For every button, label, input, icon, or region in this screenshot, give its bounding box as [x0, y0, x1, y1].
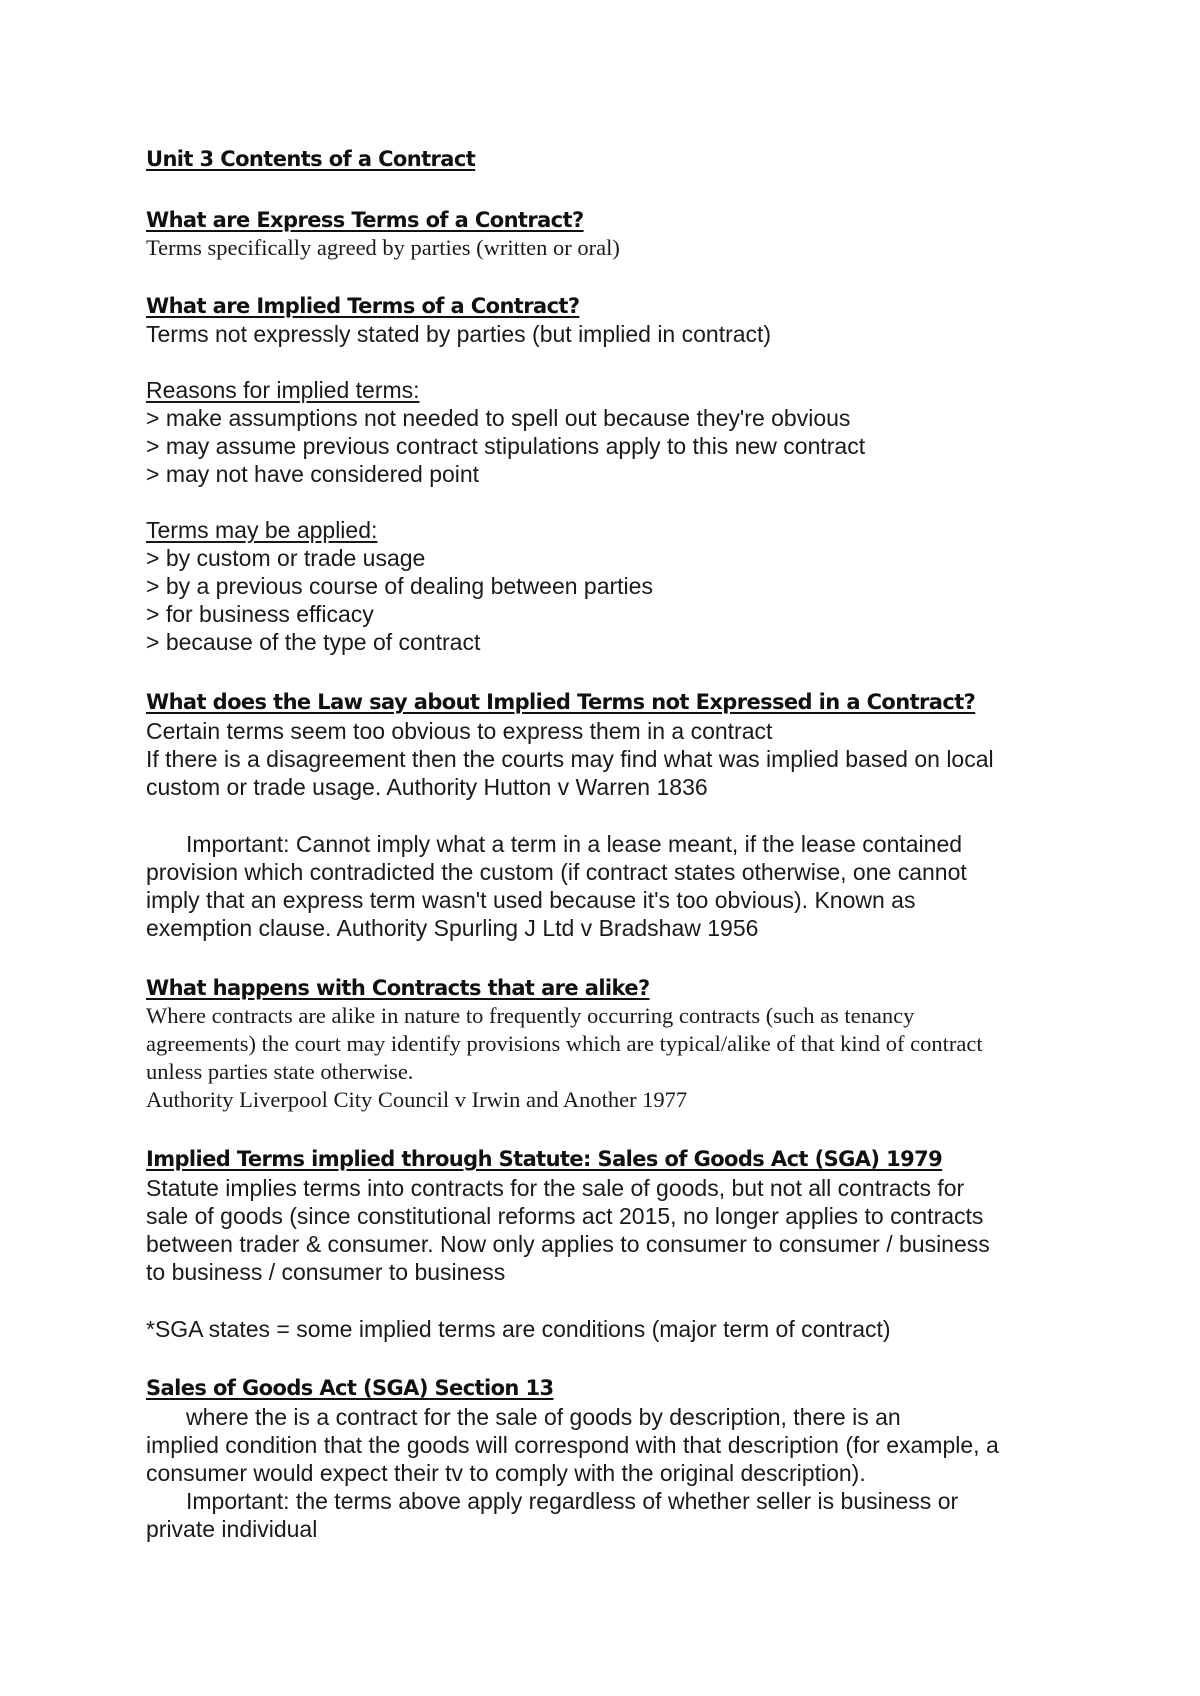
- heading-section-13: Sales of Goods Act (SGA) Section 13: [146, 1376, 554, 1400]
- law-text-line: Certain terms seem too obvious to express them in a contract: [146, 718, 773, 744]
- statute-text-line: to business / consumer to business: [146, 1259, 506, 1285]
- subheading-reasons: Reasons for implied terms:: [146, 377, 420, 403]
- section13-text-line: Important: the terms above apply regardless of whether seller is business or: [186, 1488, 959, 1514]
- law-important-line: Important: Cannot imply what a term in a lease meant, if the lease contained: [186, 831, 963, 857]
- reason-item: > may assume previous contract stipulations apply to this new contract: [146, 433, 866, 459]
- heading-statute: Implied Terms implied through Statute: Sales of Goods Act (SGA) 1979: [146, 1147, 943, 1171]
- law-important-line: imply that an express term wasn't used because it's too obvious). Known as: [146, 887, 916, 913]
- applied-item: > because of the type of contract: [146, 629, 481, 655]
- alike-text-line: unless parties state otherwise.: [146, 1059, 414, 1084]
- alike-text-line: Authority Liverpool City Council v Irwin and Another 1977: [146, 1087, 688, 1112]
- page-title: Unit 3 Contents of a Contract: [146, 147, 476, 171]
- heading-express-terms: What are Express Terms of a Contract?: [146, 208, 584, 232]
- sga-note: *SGA states = some implied terms are conditions (major term of contract): [146, 1316, 891, 1342]
- alike-text-line: agreements) the court may identify provisions which are typical/alike of that kind of contract: [146, 1031, 983, 1056]
- statute-text-line: between trader & consumer. Now only applies to consumer to consumer / business: [146, 1231, 990, 1257]
- implied-terms-text: Terms not expressly stated by parties (but implied in contract): [146, 321, 772, 347]
- reason-item: > may not have considered point: [146, 461, 480, 487]
- statute-text-line: sale of goods (since constitutional reforms act 2015, no longer applies to contracts: [146, 1203, 984, 1229]
- applied-item: > by custom or trade usage: [146, 545, 426, 571]
- subheading-terms-applied: Terms may be applied:: [146, 517, 378, 543]
- applied-item: > by a previous course of dealing between parties: [146, 573, 653, 599]
- statute-text-line: Statute implies terms into contracts for the sale of goods, but not all contracts for: [146, 1175, 965, 1201]
- alike-text-line: Where contracts are alike in nature to frequently occurring contracts (such as tenancy: [146, 1003, 915, 1028]
- section13-text-line: where the is a contract for the sale of goods by description, there is an: [186, 1404, 901, 1430]
- express-terms-text: Terms specifically agreed by parties (written or oral): [146, 235, 620, 260]
- reason-item: > make assumptions not needed to spell out because they're obvious: [146, 405, 851, 431]
- heading-law: What does the Law say about Implied Terms not Expressed in a Contract?: [146, 690, 976, 714]
- heading-implied-terms: What are Implied Terms of a Contract?: [146, 294, 580, 318]
- applied-item: > for business efficacy: [146, 601, 374, 627]
- law-important-line: exemption clause. Authority Spurling J Ltd v Bradshaw 1956: [146, 915, 759, 941]
- law-important-line: provision which contradicted the custom (if contract states otherwise, one cannot: [146, 859, 967, 885]
- law-text-line: If there is a disagreement then the courts may find what was implied based on local: [146, 746, 994, 772]
- section13-text-line: consumer would expect their tv to comply with the original description).: [146, 1460, 866, 1486]
- section13-text-line: private individual: [146, 1516, 318, 1542]
- law-text-line: custom or trade usage. Authority Hutton v Warren 1836: [146, 774, 708, 800]
- heading-alike-contracts: What happens with Contracts that are alike?: [146, 976, 650, 1000]
- section13-text-line: implied condition that the goods will correspond with that description (for example, a: [146, 1432, 999, 1458]
